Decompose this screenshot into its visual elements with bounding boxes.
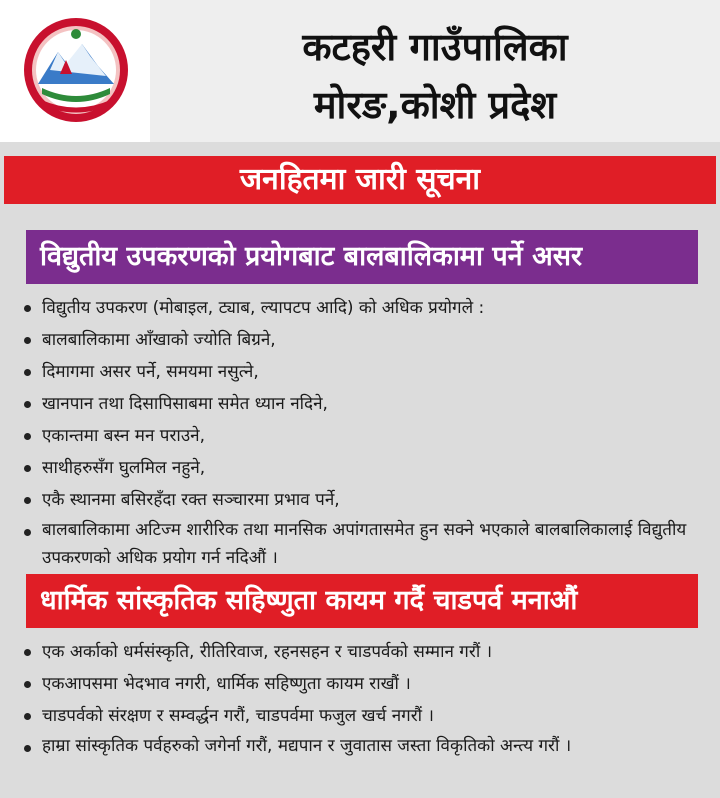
district-province: मोरङ,कोशी प्रदेश (313, 83, 557, 127)
list-item: हाम्रा सांस्कृतिक पर्वहरुको जगेर्ना गरौं, मद्यपान र जुवातास जस्ता विकृतिको अन्त्य गरौं । (24, 732, 700, 760)
section2-list (24, 636, 700, 760)
list-item: एकान्तमा बस्न मन पराउने, (24, 420, 700, 452)
emblem-container (0, 0, 151, 142)
bullet-icon (24, 713, 31, 720)
section1-heading: विद्युतीय उपकरणको प्रयोगबाट बालबालिकामा पर्ने असर (26, 230, 698, 284)
bullet-icon (24, 497, 31, 504)
section2-heading: धार्मिक सांस्कृतिक सहिष्णुता कायम गर्दै चाडपर्व मनाऔं (26, 574, 698, 628)
list-item: विद्युतीय उपकरण (मोबाइल, ट्याब, ल्यापटप आदि) को अधिक प्रयोगले : (24, 292, 700, 324)
bullet-icon (24, 369, 31, 376)
section1-list (24, 292, 700, 572)
municipality-title-box (150, 0, 720, 142)
municipality-name: कटहरी गाउँपालिका (302, 25, 568, 69)
bullet-icon (24, 337, 31, 344)
nepal-government-emblem-icon (20, 14, 132, 126)
list-item: एकआपसमा भेदभाव नगरी, धार्मिक सहिष्णुता कायम राखौं । (24, 668, 700, 700)
bullet-icon (24, 649, 31, 656)
list-item: बालबालिकामा अटिज्म शारीरिक तथा मानसिक अपांगतासमेत हुन सक्ने भएकाले बालबालिकालाई विद्युतीय उपकरणको अधिक प्रयोग गर्न नदिऔं । (24, 516, 700, 572)
bullet-icon (24, 465, 31, 472)
bullet-icon (24, 529, 31, 536)
bullet-icon (24, 401, 31, 408)
list-item: दिमागमा असर पर्ने, समयमा नसुत्ने, (24, 356, 700, 388)
bullet-icon (24, 433, 31, 440)
list-item: एक अर्काको धर्मसंस्कृति, रीतिरिवाज, रहनसहन र चाडपर्वको सम्मान गरौं । (24, 636, 700, 668)
bullet-icon (24, 745, 31, 752)
list-item: साथीहरुसँग घुलमिल नहुने, (24, 452, 700, 484)
bullet-icon (24, 681, 31, 688)
list-item: एकै स्थानमा बसिरहँदा रक्त सञ्चारमा प्रभाव पर्ने, (24, 484, 700, 516)
bullet-icon (24, 305, 31, 312)
list-item: चाडपर्वको संरक्षण र सम्वर्द्धन गरौं, चाडपर्वमा फजुल खर्च नगरौं । (24, 700, 700, 732)
notice-title-bar: जनहितमा जारी सूचना (4, 156, 716, 204)
header (0, 0, 720, 142)
list-item: बालबालिकामा आँखाको ज्योति बिग्रने, (24, 324, 700, 356)
list-item: खानपान तथा दिसापिसाबमा समेत ध्यान नदिने, (24, 388, 700, 420)
